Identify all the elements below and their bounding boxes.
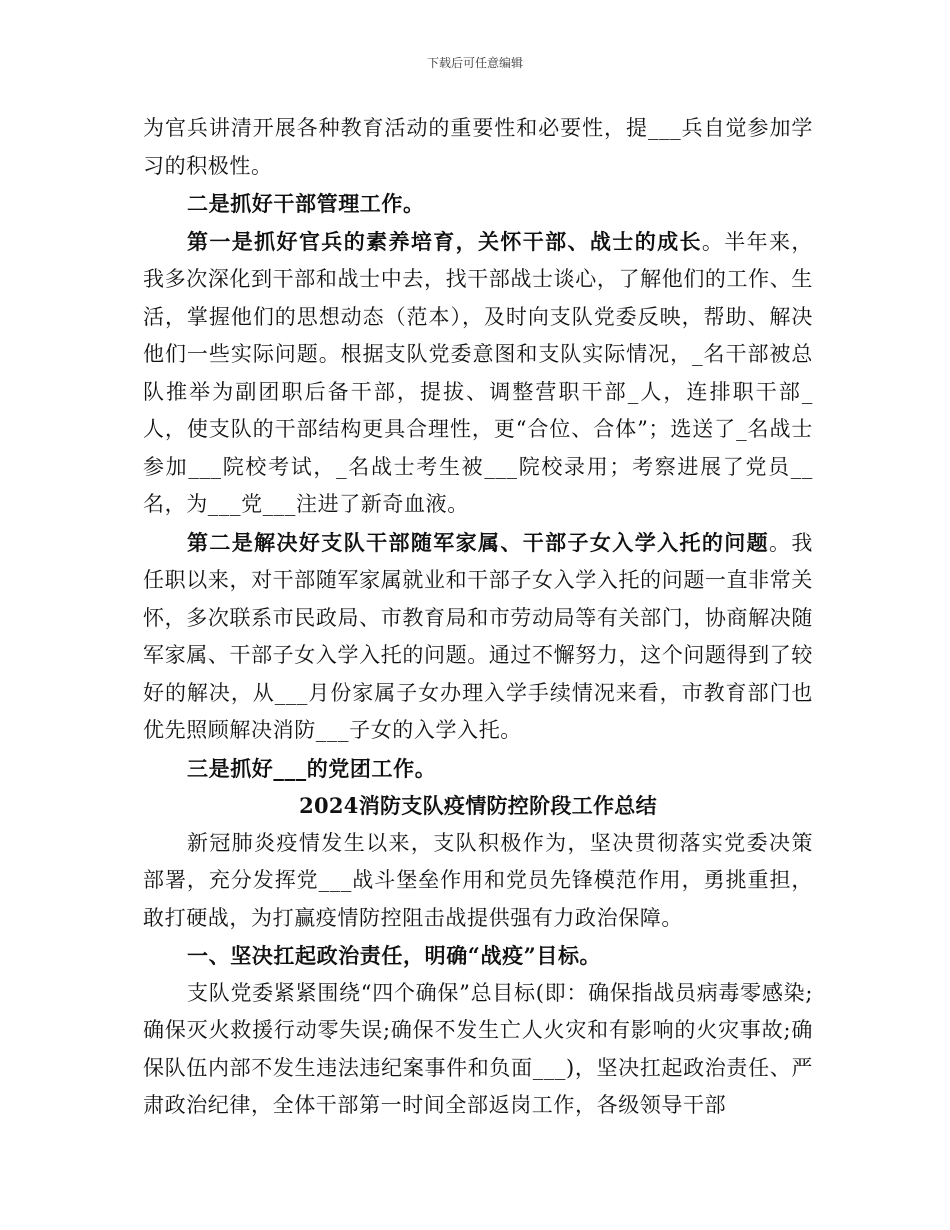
paragraph-epidemic-intro: 新冠肺炎疫情发生以来，支队积极作为，坚决贯彻落实党委决策部署，充分发挥党___战斗堡垒作用和党员先锋模范作用，勇挑重担，敢打硬战，为打赢疫情防控阻击战提供强有力政治保障。 — [143, 830, 813, 930]
paragraph-text: 。半年来，我多次深化到干部和战士中去，找干部战士谈心，了解他们的工作、生活，掌握他们的思想动态（范本），及时向支队党委反映，帮助、解决他们一些实际问题。根据支队党委意图和支队实际情况，_名干部被总队推举为副团职后备干部，提拔、调整营职干部_人，连排职干部_人，使支队的干部结构更具合理性，更“合位、合体”；选送了_名战士参加___院校考试，_名战士考生被___院校录用；考察进展了党员__名，为___党___注进了新奇血液。 — [143, 229, 813, 516]
heading-political-responsibility: 一、坚决扛起政治责任，明确“战疫”目标。 — [187, 943, 602, 968]
paragraph-text: 。我任职以来，对干部随军家属就业和干部子女入学入托的问题一直非常关怀，多次联系市民政局、市教育局和市劳动局等有关部门，协商解决随军家属、干部子女入学入托的问题。通过不懈努力，这个问题得到了较好的解决，从___月份家属子女办理入学手续情况来看，市教育部门也优先照顾解决消防___子女的入学入托。 — [143, 530, 813, 742]
paragraph-cadre-growth — [143, 223, 813, 524]
heading-cadre-management: 二是抓好干部管理工作。 — [187, 191, 425, 216]
paragraph-lead: 第二是解决好支队干部随军家属、干部子女入学入托的问题 — [187, 529, 769, 555]
document-body — [143, 110, 813, 1125]
heading-party-work: 三是抓好___的党团工作。 — [187, 755, 437, 781]
paragraph-intro: 为官兵讲清开展各种教育活动的重要性和必要性，提___兵自觉参加学习的积极性。 — [143, 116, 813, 178]
page-header: 下载后可任意编辑 — [426, 56, 523, 70]
paragraph-lead: 第一是抓好官兵的素养培育，关怀干部、战士的成长 — [187, 228, 702, 254]
paragraph-family-schooling — [143, 524, 813, 750]
document-title: 2024消防支队疫情防控阶段工作总结 — [299, 793, 657, 818]
paragraph-four-ensures: 支队党委紧紧围绕“四个确保”总目标(即：确保指战员病毒零感染;确保灭火救援行动零失误;确保不发生亡人火灾和有影响的火灾事故;确保队伍内部不发生违法违纪案事件和负面___)，坚决扛起政治责任、严肃政治纪律，全体干部第一时间全部返岗工作，各级领导干部 — [143, 980, 813, 1117]
